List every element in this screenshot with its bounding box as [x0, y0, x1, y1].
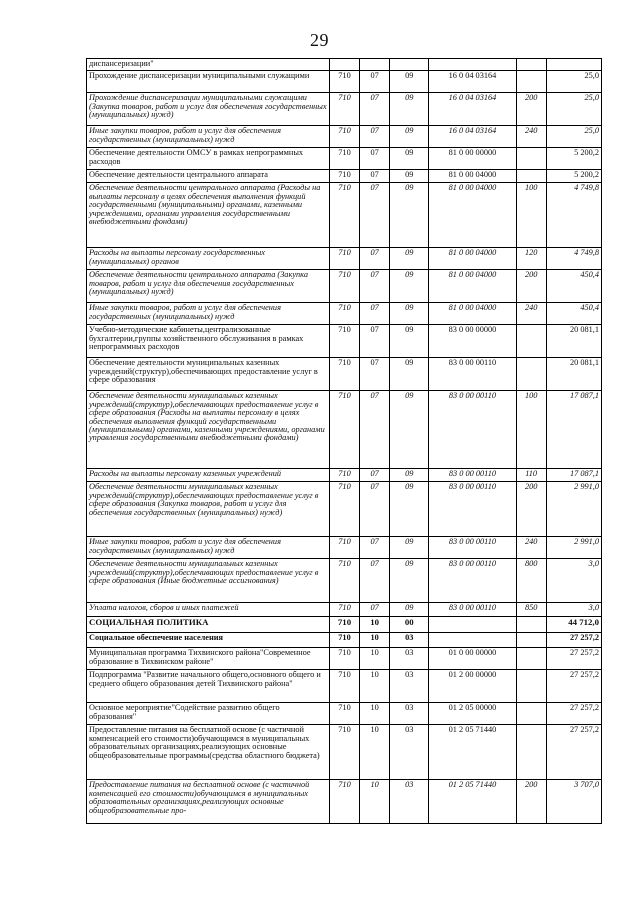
target-article-cell: 81 0 00 04000 — [429, 170, 516, 183]
ministry-code-cell: 710 — [329, 725, 359, 780]
table-row — [87, 126, 602, 148]
table-row — [87, 648, 602, 670]
subsection-code-cell: 09 — [390, 358, 429, 391]
subsection-code-cell: 09 — [390, 537, 429, 559]
amount-cell: 2 991,0 — [546, 537, 601, 559]
subsection-code-cell: 09 — [390, 93, 429, 126]
subsection-code-cell: 09 — [390, 183, 429, 248]
subsection-code-cell: 03 — [390, 725, 429, 780]
expense-type-cell: 240 — [516, 126, 546, 148]
row-name-cell: Подпрограмма "Развитие начального общего,основного общего и среднего общего образования детей Тихвинского района" — [87, 670, 330, 703]
expense-type-cell — [516, 148, 546, 170]
ministry-code-cell: 710 — [329, 670, 359, 703]
table-row — [87, 325, 602, 358]
table-row — [87, 71, 602, 93]
ministry-code-cell: 710 — [329, 482, 359, 537]
budget-table-body — [87, 59, 602, 824]
amount-cell: 4 749,8 — [546, 248, 601, 270]
amount-cell: 27 257,2 — [546, 703, 601, 725]
expense-type-cell — [516, 633, 546, 648]
table-row — [87, 270, 602, 303]
table-row — [87, 617, 602, 633]
expense-type-cell — [516, 325, 546, 358]
row-name-cell: Учебно-методические кабинеты,централизованные бухгалтерии,группы хозяйственного обслуживания в рамках непрограммных расходов — [87, 325, 330, 358]
target-article-cell — [429, 617, 516, 633]
row-name-cell: Обеспечение деятельности муниципальных казенных учреждений(структур),обеспечивающих предоставление услуг в сфере образования — [87, 358, 330, 391]
amount-cell: 27 257,2 — [546, 725, 601, 780]
subsection-code-cell: 09 — [390, 391, 429, 469]
expense-type-cell: 240 — [516, 537, 546, 559]
amount-cell: 450,4 — [546, 303, 601, 325]
section-code-cell: 10 — [360, 617, 390, 633]
amount-cell: 2 991,0 — [546, 482, 601, 537]
row-name-cell: Обеспечение деятельности центрального аппарата (Закупка товаров, работ и услуг для обеспечения государственных (муниципальных) нужд) — [87, 270, 330, 303]
row-name-cell: Прохождение диспансеризации муниципальными служащими — [87, 71, 330, 93]
section-code-cell: 10 — [360, 670, 390, 703]
subsection-code-cell: 09 — [390, 148, 429, 170]
ministry-code-cell: 710 — [329, 633, 359, 648]
expense-type-cell — [516, 358, 546, 391]
amount-cell — [546, 59, 601, 71]
expense-type-cell: 800 — [516, 559, 546, 603]
amount-cell: 3 707,0 — [546, 780, 601, 824]
ministry-code-cell: 710 — [329, 170, 359, 183]
subsection-code-cell: 03 — [390, 648, 429, 670]
table-row — [87, 780, 602, 824]
amount-cell: 27 257,2 — [546, 648, 601, 670]
target-article-cell: 16 0 04 03164 — [429, 126, 516, 148]
subsection-code-cell: 09 — [390, 559, 429, 603]
expense-type-cell: 200 — [516, 270, 546, 303]
table-row — [87, 183, 602, 248]
row-name-cell: Социальное обеспечение населения — [87, 633, 330, 648]
section-code-cell: 07 — [360, 469, 390, 482]
section-code-cell: 07 — [360, 170, 390, 183]
ministry-code-cell: 710 — [329, 325, 359, 358]
subsection-code-cell: 03 — [390, 780, 429, 824]
subsection-code-cell: 09 — [390, 469, 429, 482]
table-row — [87, 537, 602, 559]
expense-type-cell: 200 — [516, 482, 546, 537]
section-code-cell: 10 — [360, 725, 390, 780]
section-code-cell — [360, 59, 390, 71]
ministry-code-cell: 710 — [329, 391, 359, 469]
ministry-code-cell: 710 — [329, 603, 359, 617]
table-row — [87, 303, 602, 325]
subsection-code-cell — [390, 59, 429, 71]
budget-table — [86, 58, 602, 824]
amount-cell: 20 081,1 — [546, 325, 601, 358]
ministry-code-cell: 710 — [329, 126, 359, 148]
subsection-code-cell: 09 — [390, 71, 429, 93]
subsection-code-cell: 03 — [390, 670, 429, 703]
row-name-cell: Обеспечение деятельности центрального аппарата — [87, 170, 330, 183]
ministry-code-cell: 710 — [329, 148, 359, 170]
subsection-code-cell: 09 — [390, 270, 429, 303]
target-article-cell: 83 0 00 00110 — [429, 391, 516, 469]
row-name-cell: Иные закупки товаров, работ и услуг для обеспечения государственных (муниципальных) нужд — [87, 126, 330, 148]
target-article-cell: 16 0 04 03164 — [429, 93, 516, 126]
expense-type-cell: 100 — [516, 391, 546, 469]
expense-type-cell: 200 — [516, 93, 546, 126]
target-article-cell: 83 0 00 00110 — [429, 482, 516, 537]
target-article-cell — [429, 633, 516, 648]
target-article-cell: 81 0 00 00000 — [429, 148, 516, 170]
row-name-cell: Предоставление питания на бесплатной основе (с частичной компенсацией его стоимости)обучающимся в муниципальных образовательных организациях,реализующих основные общеобразовательные программы(средства областного бюджета) — [87, 725, 330, 780]
section-code-cell: 07 — [360, 183, 390, 248]
section-code-cell: 10 — [360, 633, 390, 648]
row-name-cell: Предоставление питания на бесплатной основе (с частичной компенсацией его стоимости)обучающимся в муниципальных образовательных организациях,реализующих основные общеобразовательные про- — [87, 780, 330, 824]
row-name-cell: Прохождение диспансеризации муниципальными служащими (Закупка товаров, работ и услуг для обеспечения государственных (муниципальных) нужд) — [87, 93, 330, 126]
subsection-code-cell: 03 — [390, 703, 429, 725]
expense-type-cell: 240 — [516, 303, 546, 325]
amount-cell: 17 087,1 — [546, 469, 601, 482]
table-row — [87, 358, 602, 391]
section-code-cell: 07 — [360, 303, 390, 325]
amount-cell: 17 087,1 — [546, 391, 601, 469]
section-code-cell: 07 — [360, 537, 390, 559]
target-article-cell: 01 2 00 00000 — [429, 670, 516, 703]
row-name-cell: Обеспечение деятельности центрального аппарата (Расходы на выплаты персоналу в целях обеспечения выполнения функций государственными (муниципальными) органами, казенными учреждениями, органами управления государственными внебюджетными фондами) — [87, 183, 330, 248]
expense-type-cell — [516, 670, 546, 703]
ministry-code-cell: 710 — [329, 537, 359, 559]
ministry-code-cell: 710 — [329, 248, 359, 270]
expense-type-cell — [516, 648, 546, 670]
table-row — [87, 559, 602, 603]
table-row — [87, 469, 602, 482]
table-row — [87, 482, 602, 537]
section-code-cell: 07 — [360, 270, 390, 303]
amount-cell: 20 081,1 — [546, 358, 601, 391]
row-name-cell: Уплата налогов, сборов и иных платежей — [87, 603, 330, 617]
ministry-code-cell: 710 — [329, 71, 359, 93]
section-code-cell: 07 — [360, 358, 390, 391]
target-article-cell: 81 0 00 04000 — [429, 270, 516, 303]
target-article-cell: 83 0 00 00000 — [429, 325, 516, 358]
table-row — [87, 725, 602, 780]
table-row — [87, 170, 602, 183]
row-name-cell: Расходы на выплаты персоналу казенных учреждений — [87, 469, 330, 482]
table-row — [87, 148, 602, 170]
row-name-cell: Расходы на выплаты персоналу государственных (муниципальных) органов — [87, 248, 330, 270]
target-article-cell: 83 0 00 00110 — [429, 469, 516, 482]
ministry-code-cell: 710 — [329, 469, 359, 482]
amount-cell: 44 712,0 — [546, 617, 601, 633]
ministry-code-cell: 710 — [329, 358, 359, 391]
ministry-code-cell: 710 — [329, 648, 359, 670]
subsection-code-cell: 09 — [390, 126, 429, 148]
section-code-cell: 07 — [360, 126, 390, 148]
amount-cell: 450,4 — [546, 270, 601, 303]
row-name-cell: Обеспечение деятельности муниципальных казенных учреждений(структур),обеспечивающих предоставление услуг в сфере образования (Закупка товаров, работ и услуг для обеспечения государственных (муниципальных) нужд) — [87, 482, 330, 537]
row-name-cell: Обеспечение деятельности ОМСУ в рамках непрограммных расходов — [87, 148, 330, 170]
amount-cell: 5 200,2 — [546, 148, 601, 170]
table-row — [87, 93, 602, 126]
target-article-cell: 01 2 05 71440 — [429, 780, 516, 824]
expense-type-cell — [516, 71, 546, 93]
table-row — [87, 59, 602, 71]
ministry-code-cell: 710 — [329, 780, 359, 824]
ministry-code-cell: 710 — [329, 93, 359, 126]
target-article-cell: 81 0 00 04000 — [429, 183, 516, 248]
row-name-cell: диспансеризации" — [87, 59, 330, 71]
subsection-code-cell: 09 — [390, 248, 429, 270]
expense-type-cell — [516, 170, 546, 183]
amount-cell: 5 200,2 — [546, 170, 601, 183]
amount-cell: 25,0 — [546, 71, 601, 93]
ministry-code-cell — [329, 59, 359, 71]
row-name-cell: Иные закупки товаров, работ и услуг для обеспечения государственных (муниципальных) нужд — [87, 537, 330, 559]
target-article-cell — [429, 59, 516, 71]
subsection-code-cell: 09 — [390, 170, 429, 183]
table-row — [87, 248, 602, 270]
subsection-code-cell: 09 — [390, 482, 429, 537]
row-name-cell: СОЦИАЛЬНАЯ ПОЛИТИКА — [87, 617, 330, 633]
table-row — [87, 603, 602, 617]
table-row — [87, 670, 602, 703]
section-code-cell: 07 — [360, 391, 390, 469]
target-article-cell: 83 0 00 00110 — [429, 358, 516, 391]
ministry-code-cell: 710 — [329, 183, 359, 248]
amount-cell: 3,0 — [546, 603, 601, 617]
expense-type-cell: 110 — [516, 469, 546, 482]
expense-type-cell — [516, 617, 546, 633]
target-article-cell: 83 0 00 00110 — [429, 537, 516, 559]
section-code-cell: 10 — [360, 703, 390, 725]
target-article-cell: 83 0 00 00110 — [429, 559, 516, 603]
ministry-code-cell: 710 — [329, 703, 359, 725]
target-article-cell: 81 0 00 04000 — [429, 248, 516, 270]
section-code-cell: 07 — [360, 148, 390, 170]
row-name-cell: Основное мероприятие"Содействие развитию общего образования" — [87, 703, 330, 725]
section-code-cell: 07 — [360, 248, 390, 270]
section-code-cell: 10 — [360, 648, 390, 670]
expense-type-cell — [516, 703, 546, 725]
section-code-cell: 07 — [360, 559, 390, 603]
section-code-cell: 07 — [360, 603, 390, 617]
expense-type-cell: 850 — [516, 603, 546, 617]
subsection-code-cell: 09 — [390, 325, 429, 358]
ministry-code-cell: 710 — [329, 270, 359, 303]
ministry-code-cell: 710 — [329, 617, 359, 633]
row-name-cell: Обеспечение деятельности муниципальных казенных учреждений(структур),обеспечивающих предоставление услуг в сфере образования (Расходы на выплаты персоналу в целях обеспечения выполнения функций государственными (муниципальными) органами, казенными учреждениями, органами управления государственными внебюджетными фондами) — [87, 391, 330, 469]
section-code-cell: 07 — [360, 71, 390, 93]
amount-cell: 25,0 — [546, 126, 601, 148]
amount-cell: 25,0 — [546, 93, 601, 126]
section-code-cell: 07 — [360, 93, 390, 126]
expense-type-cell: 120 — [516, 248, 546, 270]
amount-cell: 3,0 — [546, 559, 601, 603]
target-article-cell: 16 0 04 03164 — [429, 71, 516, 93]
table-row — [87, 633, 602, 648]
subsection-code-cell: 09 — [390, 603, 429, 617]
ministry-code-cell: 710 — [329, 303, 359, 325]
target-article-cell: 01 0 00 00000 — [429, 648, 516, 670]
amount-cell: 27 257,2 — [546, 633, 601, 648]
page-number: 29 — [310, 30, 329, 50]
target-article-cell: 01 2 05 71440 — [429, 725, 516, 780]
expense-type-cell: 100 — [516, 183, 546, 248]
ministry-code-cell: 710 — [329, 559, 359, 603]
subsection-code-cell: 00 — [390, 617, 429, 633]
target-article-cell: 81 0 00 04000 — [429, 303, 516, 325]
section-code-cell: 07 — [360, 482, 390, 537]
subsection-code-cell: 09 — [390, 303, 429, 325]
target-article-cell: 01 2 05 00000 — [429, 703, 516, 725]
amount-cell: 4 749,8 — [546, 183, 601, 248]
table-row — [87, 391, 602, 469]
expense-type-cell — [516, 59, 546, 71]
expense-type-cell: 200 — [516, 780, 546, 824]
subsection-code-cell: 03 — [390, 633, 429, 648]
table-row — [87, 703, 602, 725]
target-article-cell: 83 0 00 00110 — [429, 603, 516, 617]
section-code-cell: 07 — [360, 325, 390, 358]
row-name-cell: Обеспечение деятельности муниципальных казенных учреждений(структур),обеспечивающих предоставление услуг в сфере образования (Иные бюджетные ассигнования) — [87, 559, 330, 603]
row-name-cell: Иные закупки товаров, работ и услуг для обеспечения государственных (муниципальных) нужд — [87, 303, 330, 325]
section-code-cell: 10 — [360, 780, 390, 824]
expense-type-cell — [516, 725, 546, 780]
row-name-cell: Муниципальная программа Тихвинского района"Современное образование в Тихвинском районе" — [87, 648, 330, 670]
amount-cell: 27 257,2 — [546, 670, 601, 703]
